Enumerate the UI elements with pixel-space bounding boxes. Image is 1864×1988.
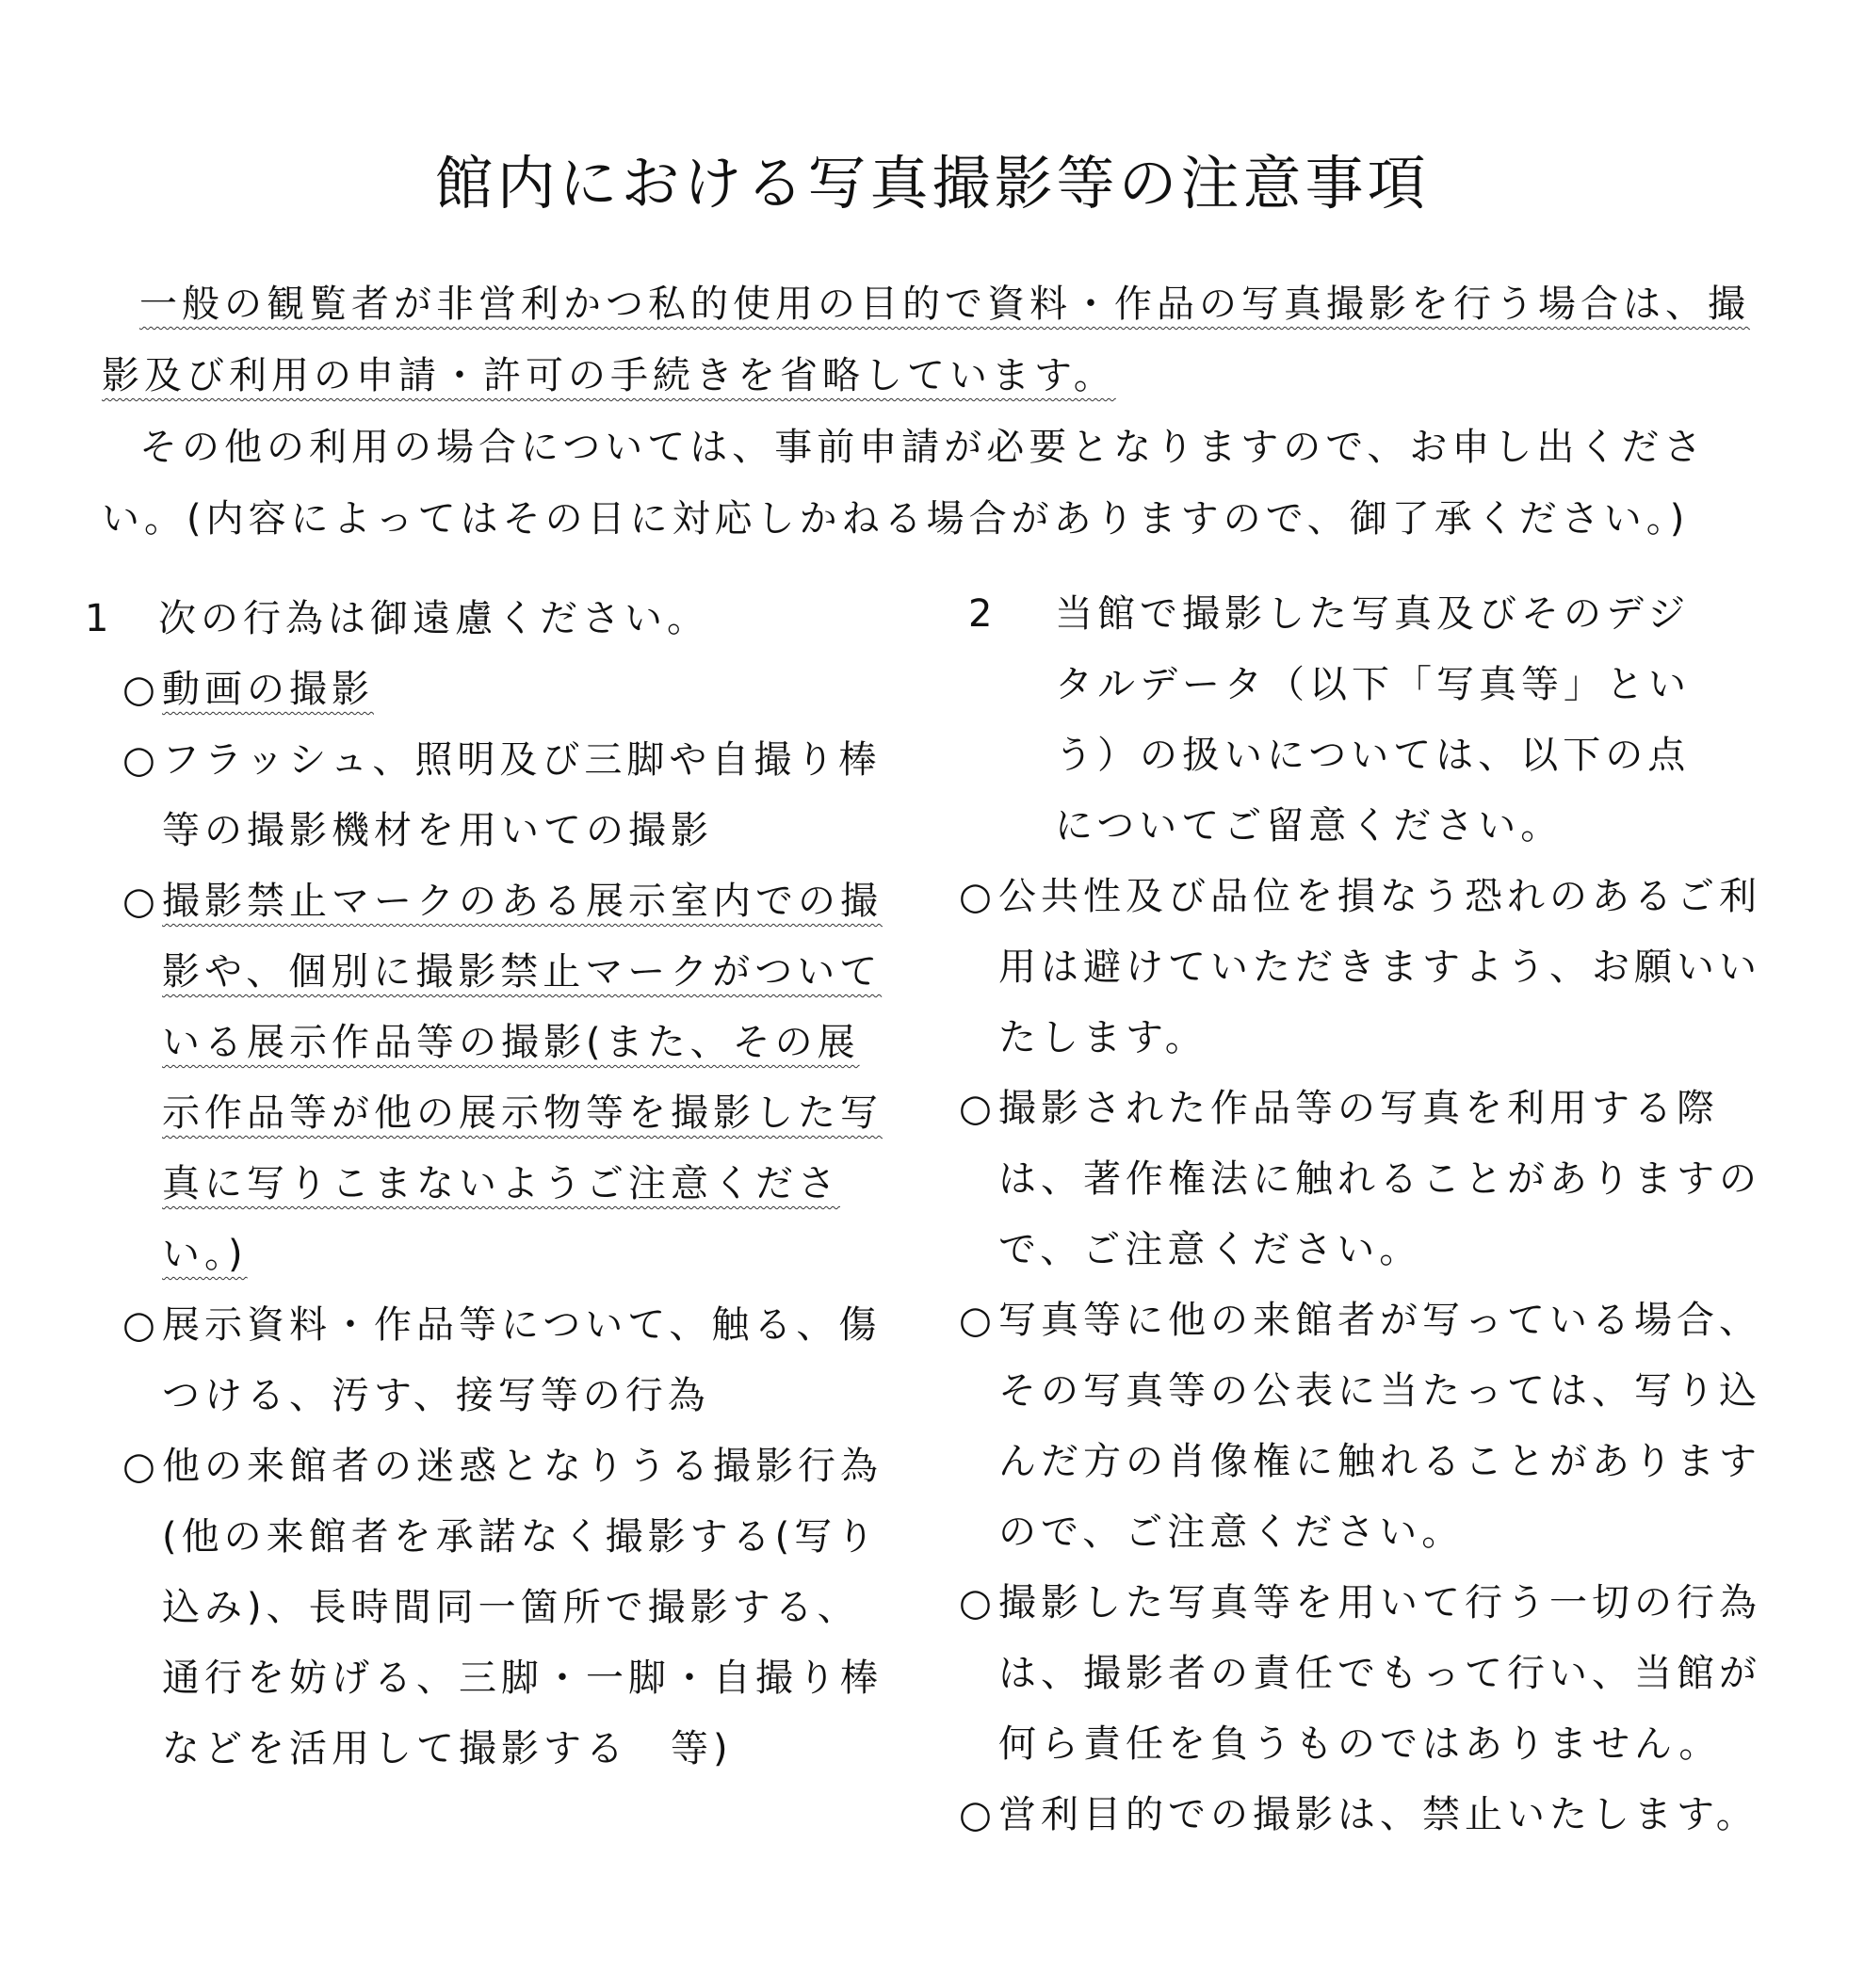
- circle-bullet-icon: ○: [959, 1299, 992, 1342]
- intro-paragraph-1: [102, 268, 1769, 412]
- circle-bullet-icon: ○: [959, 1087, 992, 1130]
- section-1-heading: [85, 584, 895, 655]
- list-item-text-underlined: 撮影禁止マークのある展示室内での撮影や、個別に撮影禁止マークがついている展示作品等の撮影(また、その展示作品等が他の展示物等を撮影した写真に写りこまないようご注意ください。): [162, 880, 883, 1276]
- circle-bullet-icon: ○: [122, 668, 155, 711]
- section-1-number: 1: [85, 597, 114, 640]
- list-item-text-underlined: 動画の撮影: [162, 668, 374, 711]
- list-item-text: 撮影された作品等の写真を利用する際は、著作権法に触れることがありますので、ご注意ください。: [998, 1087, 1761, 1271]
- section-1-heading-text: 次の行為は御遠慮ください。: [158, 597, 709, 640]
- list-item-text: 写真等に他の来館者が写っている場合、その写真等の公表に当たっては、写り込んだ方の肖像権に触れることがありますので、ご注意ください。: [998, 1299, 1761, 1554]
- circle-bullet-icon: ○: [122, 880, 155, 923]
- circle-bullet-icon: ○: [959, 1581, 992, 1624]
- intro: [102, 268, 1769, 555]
- list-item-text: [162, 655, 895, 725]
- circle-bullet-icon: ○: [959, 875, 992, 918]
- list-item-text: [162, 866, 895, 1290]
- circle-bullet-icon: ○: [122, 1303, 155, 1347]
- list-item-text: 撮影した写真等を用いて行う一切の行為は、撮影者の責任でもって行い、当館が何ら責任を負うものではありません。: [998, 1581, 1761, 1766]
- list-item-text: フラッシュ、照明及び三脚や自撮り棒等の撮影機材を用いての撮影: [162, 738, 882, 852]
- intro-paragraph-1-text: 一般の観覧者が非営利かつ私的使用の目的で資料・作品の写真撮影を行う場合は、撮影及び利用の申請・許可の手続きを省略しています。: [102, 283, 1750, 397]
- circle-bullet-icon: ○: [122, 1445, 155, 1488]
- section-2-heading: [959, 579, 1788, 862]
- list-item: [85, 725, 895, 866]
- list-item: [959, 1074, 1788, 1285]
- list-item: [85, 655, 895, 725]
- section-2-heading-text: 当館で撮影した写真及びそのデジタルデータ（以下「写真等」という）の扱いについては、以下の点についてご留意ください。: [1055, 592, 1691, 848]
- list-item: [959, 1780, 1788, 1851]
- list-item: [959, 862, 1788, 1074]
- list-item: [959, 1568, 1788, 1780]
- list-item: [85, 1431, 895, 1785]
- list-item-text: 公共性及び品位を損なう恐れのあるご利用は避けていただきますよう、お願いいたします。: [998, 875, 1761, 1059]
- section-1: [85, 584, 895, 1785]
- page-title: 館内における写真撮影等の注意事項: [434, 149, 1430, 218]
- section-2-number: 2: [968, 592, 997, 636]
- list-item: [959, 1285, 1788, 1568]
- list-item: [85, 1290, 895, 1431]
- list-item-text: 展示資料・作品等について、触る、傷つける、汚す、接写等の行為: [162, 1303, 882, 1417]
- circle-bullet-icon: ○: [122, 738, 155, 782]
- intro-paragraph-2: その他の利用の場合については、事前申請が必要となりますので、お申し出ください。(内容によってはその日に対応しかねる場合がありますので、御了承ください。): [102, 426, 1707, 541]
- section-2: [959, 579, 1788, 1851]
- list-item-text: 他の来館者の迷惑となりうる撮影行為(他の来館者を承諾なく撮影する(写り込み)、長時間同一箇所で撮影する、通行を妨げる、三脚・一脚・自撮り棒などを活用して撮影する 等): [162, 1445, 883, 1770]
- list-item: [85, 866, 895, 1290]
- list-item-text: 営利目的での撮影は、禁止いたします。: [998, 1793, 1759, 1836]
- circle-bullet-icon: ○: [959, 1793, 992, 1836]
